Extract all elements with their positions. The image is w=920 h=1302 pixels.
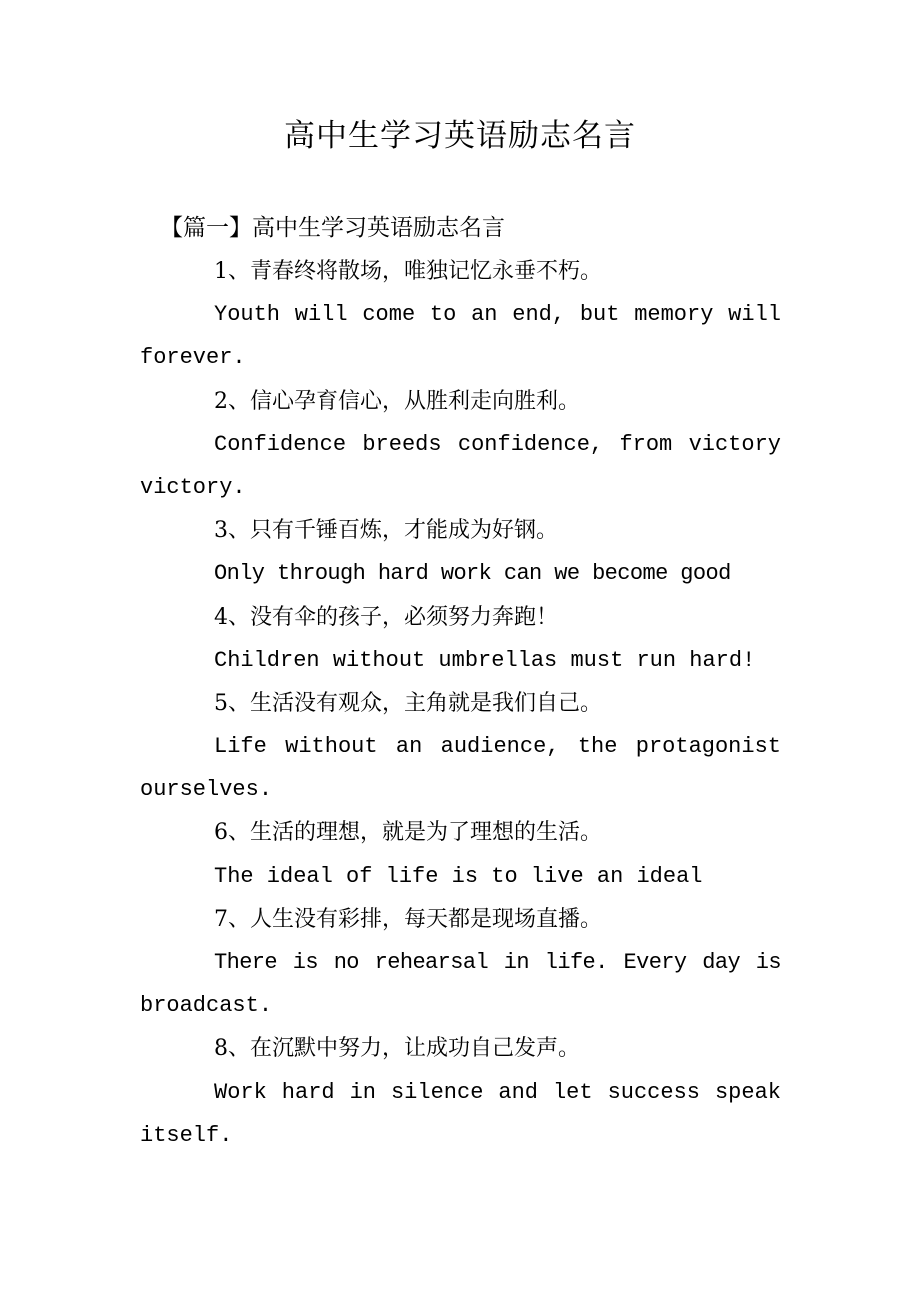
quote-4-english: Children without umbrellas must run hard!: [214, 647, 756, 673]
quote-3-english: Only through hard work can we become good: [214, 561, 731, 587]
quote-6-chinese: 6、生活的理想，就是为了理想的生活。: [214, 820, 602, 846]
quote-1-english: Youth will come to an end, but memory will: [214, 302, 781, 328]
quote-5-chinese: 5、生活没有观众，主角就是我们自己。: [214, 690, 602, 716]
quote-list: [140, 250, 781, 1157]
quote-8-english: Work hard in silence and let success speak: [214, 1079, 781, 1105]
quote-1-english-continued: forever.: [140, 345, 246, 371]
quote-7-english-continued: broadcast.: [140, 993, 273, 1019]
quote-8-english-continued: itself.: [140, 1122, 233, 1148]
quote-6-english: The ideal of life is to live an ideal: [214, 863, 703, 889]
quote-7-english: There is no rehearsal in life. Every day is: [214, 950, 781, 975]
quote-2-english-continued: victory.: [140, 474, 246, 500]
quote-8-chinese: 8、在沉默中努力，让成功自己发声。: [214, 1036, 580, 1062]
quote-3-chinese: 3、只有千锤百炼，才能成为好钢。: [214, 518, 558, 544]
quote-5-english: Life without an audience, the protagonist: [214, 734, 781, 760]
quote-5-english-continued: ourselves.: [140, 777, 273, 803]
quote-4-chinese: 4、没有伞的孩子，必须努力奔跑！: [214, 604, 558, 630]
quote-1-chinese: 1、青春终将散场，唯独记忆永垂不朽。: [214, 259, 602, 284]
section-heading: 【篇一】高中生学习英语励志名言: [160, 215, 505, 241]
document-title: 高中生学习英语励志名言: [284, 118, 636, 154]
quote-2-english: Confidence breeds confidence, from victory: [214, 431, 781, 457]
quote-7-chinese: 7、人生没有彩排，每天都是现场直播。: [214, 906, 602, 932]
quote-2-chinese: 2、信心孕育信心，从胜利走向胜利。: [214, 388, 580, 414]
